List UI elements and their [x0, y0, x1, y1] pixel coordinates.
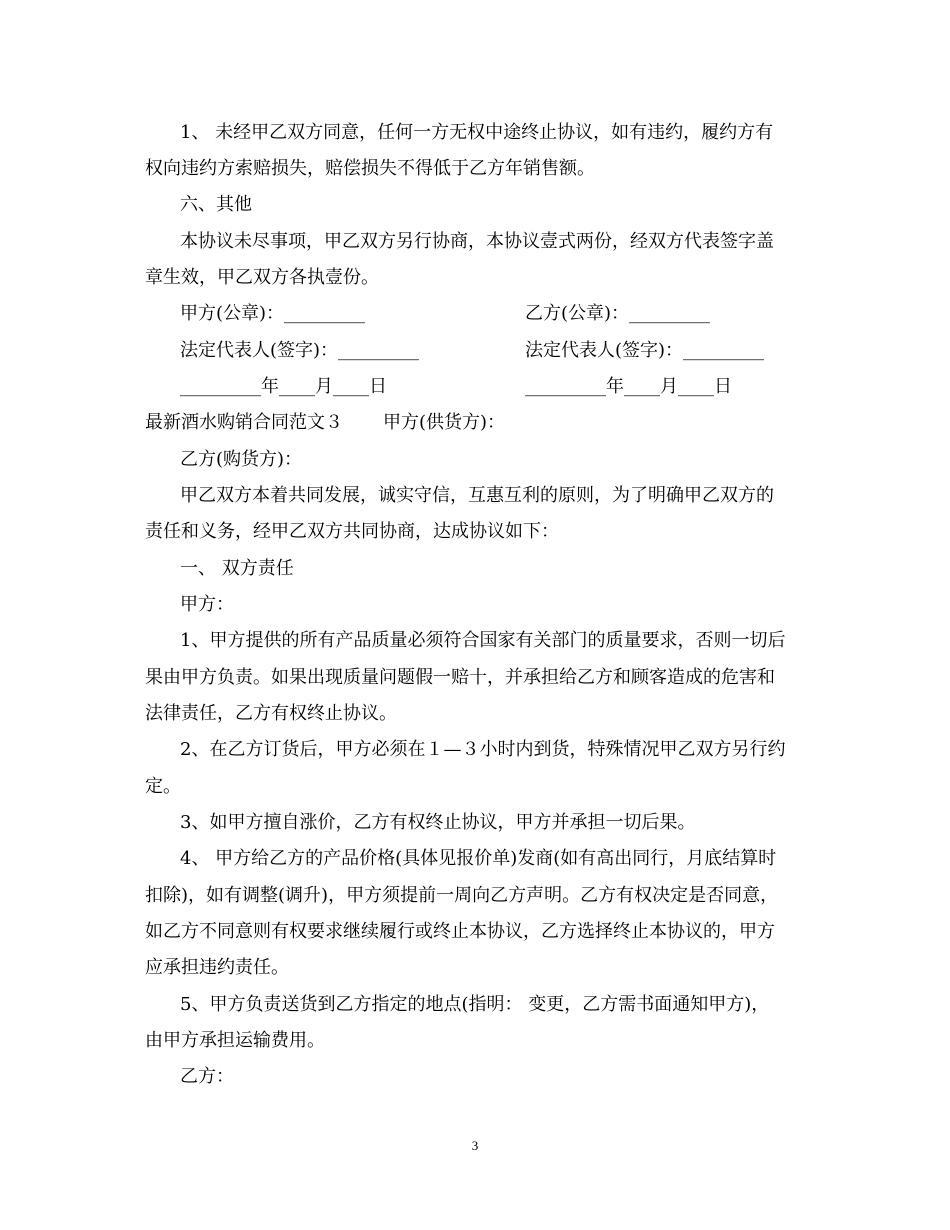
- signature-party-a-date: _________年____月____日: [180, 376, 387, 397]
- paragraph-line: 2、在乙方订货后，甲方必须在１—３小时内到货，特殊情况甲乙双方另行约: [180, 739, 786, 760]
- paragraph-line: 1、 未经甲乙双方同意，任何一方无权中途终止协议，如有违约，履约方有: [180, 122, 774, 143]
- paragraph-line: 如乙方不同意则有权要求继续履行或终止本协议，乙方选择终止本协议的，甲方: [145, 921, 775, 942]
- paragraph-line: 果由甲方负责。如果出现质量问题假一赔十，并承担给乙方和顾客造成的危害和: [145, 667, 775, 688]
- document-title: 最新酒水购销合同范文３: [145, 412, 343, 433]
- signature-party-b-date: _________年____月____日: [525, 376, 732, 397]
- section-heading: 六、其他: [180, 194, 252, 215]
- signature-party-a-seal: 甲方(公章)：_________: [180, 303, 366, 324]
- paragraph-line: 1、甲方提供的所有产品质量必须符合国家有关部门的质量要求，否则一切后: [180, 630, 786, 651]
- paragraph-line: 章生效，甲乙双方各执壹份。: [145, 267, 379, 288]
- subsection-label: 乙方：: [180, 1066, 234, 1087]
- paragraph-line: 定。: [145, 776, 181, 797]
- party-b-label: 乙方(购货方)：: [180, 449, 303, 470]
- page-number: 3: [471, 1138, 479, 1153]
- party-a-label: 甲方(供货方)：: [383, 412, 506, 433]
- paragraph-line: 应承担违约责任。: [145, 957, 289, 978]
- section-heading: 一、 双方责任: [180, 558, 294, 579]
- paragraph-line: 扣除)，如有调整(调升)，甲方须提前一周向乙方声明。乙方有权决定是否同意，: [145, 885, 779, 906]
- signature-party-a-rep: 法定代表人(签字)：_________: [180, 340, 420, 361]
- document-title-line: [145, 411, 805, 435]
- paragraph-line: 责任和义务，经甲乙双方共同协商，达成协议如下：: [145, 521, 559, 542]
- signature-party-b-rep: 法定代表人(签字)：_________: [525, 340, 765, 361]
- paragraph-line: 3、如甲方擅自涨价，乙方有权终止协议，甲方并承担一切后果。: [180, 812, 696, 833]
- paragraph-line: 4、 甲方给乙方的产品价格(具体见报价单)发商(如有高出同行，月底结算时: [180, 848, 777, 869]
- paragraph-line: 法律责任，乙方有权终止协议。: [145, 703, 397, 724]
- paragraph-line: 由甲方承担运输费用。: [145, 1030, 325, 1051]
- paragraph-line: 权向违约方索赔损失，赔偿损失不得低于乙方年销售额。: [145, 158, 595, 179]
- paragraph-line: 本协议未尽事项，甲乙双方另行协商，本协议壹式两份，经双方代表签字盖: [180, 231, 774, 252]
- paragraph-line: 甲乙双方本着共同发展，诚实守信，互惠互利的原则，为了明确甲乙双方的: [180, 485, 774, 506]
- paragraph-line: 5、甲方负责送货到乙方指定的地点(指明： 变更，乙方需书面通知甲方)，: [180, 994, 770, 1015]
- signature-party-b-seal: 乙方(公章)：_________: [525, 303, 711, 324]
- subsection-label: 甲方：: [180, 594, 234, 615]
